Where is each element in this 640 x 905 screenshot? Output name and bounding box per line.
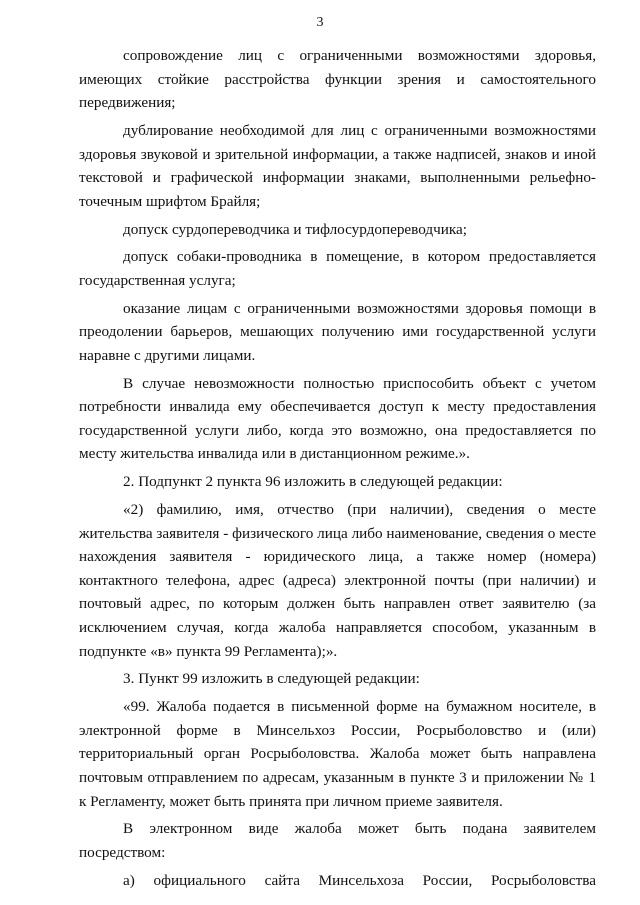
paragraph-sign-interpreter: допуск сурдопереводчика и тифлосурдопереводчика; — [123, 220, 467, 238]
paragraph-electronic-form: В электронном виде жалоба может быть подана заявителем посредством: — [79, 820, 596, 861]
document-body — [79, 44, 596, 896]
paragraph-duplication: дублирование необходимой для лиц с ограниченными возможностями здоровья звуковой и зрительной информации, а также надписей, знаков и иной текстовой и графической информации знаками, выполненными рельефно-точечным шрифтом Брайля; — [79, 121, 596, 210]
paragraph-assistance: оказание лицам с ограниченными возможностями здоровья помощи в преодолении барьеров, мешающих получению ими государственной услуги наравне с другими лицами. — [79, 299, 596, 364]
page-number: 3 — [316, 15, 324, 30]
paragraph-impossibility: В случае невозможности полностью приспособить объект с учетом потребности инвалида ему обеспечивается доступ к месту предоставления государственной услуги либо, когда это возможно, она предоставляется по месту жительства инвалида или в дистанционном режиме.». — [79, 374, 596, 463]
paragraph-accompaniment: сопровождение лиц с ограниченными возможностями здоровья, имеющих стойкие расстройства функции зрения и самостоятельного передвижения; — [79, 47, 596, 112]
paragraph-item-3-heading: 3. Пункт 99 изложить в следующей редакции: — [123, 670, 420, 688]
paragraph-official-site: а) официального сайта Минсельхоза России, Росрыболовства — [123, 871, 596, 889]
paragraph-item-2-heading: 2. Подпункт 2 пункта 96 изложить в следующей редакции: — [123, 473, 503, 491]
paragraph-guide-dog: допуск собаки-проводника в помещение, в котором предоставляется государственная услуга; — [79, 248, 596, 289]
paragraph-item-99-text: «99. Жалоба подается в письменной форме на бумажном носителе, в электронной форме в Минсельхоз России, Росрыболовство и (или) территориальный орган Росрыболовства. Жалоба может быть направлена почтовым отправлением по адресам, указанным в пункте 3 и приложении № 1 к Регламенту, может быть принята при личном приеме заявителя. — [79, 698, 596, 810]
paragraph-item-2-text: «2) фамилию, имя, отчество (при наличии), сведения о месте жительства заявителя - физического лица либо наименование, сведения о месте нахождения заявителя - юридического лица, а также номер (номера) контактного телефона, адрес (адреса) электронной почты (при наличии) и почтовый адрес, по которым должен быть направлен ответ заявителю (за исключением случая, когда жалоба направляется способом, указанным в подпункте «в» пункта 99 Регламента);». — [79, 501, 596, 660]
